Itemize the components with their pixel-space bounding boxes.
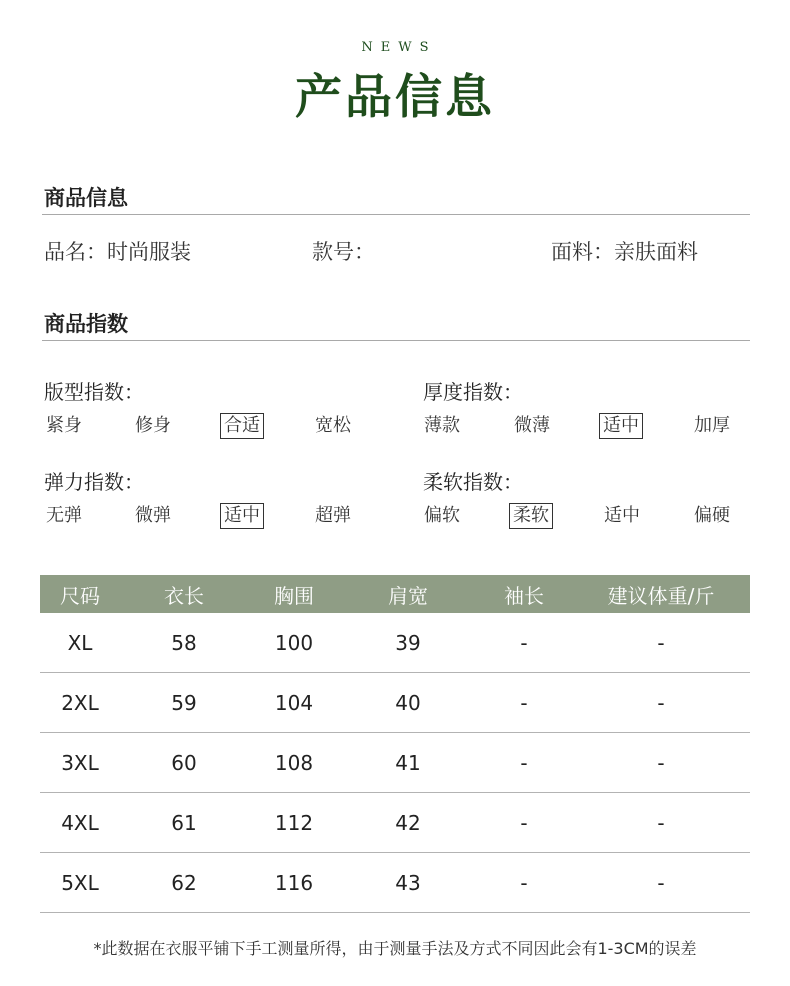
header-weight: 建议体重/斤: [607, 583, 715, 608]
header-chest: 胸围: [274, 583, 314, 608]
fit-option: 紧身: [46, 415, 82, 436]
thickness-index-label: 厚度指数：: [423, 380, 523, 404]
product-name: 品名：时尚服装: [44, 240, 191, 264]
cell-sleeve: -: [520, 690, 528, 715]
table-row: [40, 733, 750, 793]
header-size: 尺码: [60, 583, 100, 608]
thickness-option: 薄款: [424, 415, 460, 436]
fabric: 面料：亲肤面料: [551, 240, 698, 264]
header-shoulder: 肩宽: [388, 583, 428, 608]
cell-shoulder: 40: [395, 690, 421, 715]
cell-weight: -: [657, 750, 665, 775]
elasticity-index-label: 弹力指数：: [44, 470, 144, 494]
product-info-heading: 商品信息: [44, 186, 128, 210]
fit-index-label: 版型指数：: [44, 380, 144, 404]
cell-length: 59: [171, 690, 197, 715]
fit-option-selected: 合适: [220, 413, 264, 439]
table-row: [40, 613, 750, 673]
style-number: 款号：: [312, 240, 375, 264]
eyebrow-label: NEWS: [361, 40, 437, 55]
page-title: 产品信息: [295, 70, 495, 125]
elasticity-option: 无弹: [46, 505, 82, 526]
cell-weight: -: [657, 630, 665, 655]
cell-size: 4XL: [61, 810, 99, 835]
cell-chest: 112: [274, 810, 314, 835]
size-table: [40, 575, 750, 913]
table-header-row: [40, 575, 750, 613]
divider: [42, 214, 750, 215]
cell-length: 61: [171, 810, 197, 835]
cell-size: 5XL: [61, 870, 99, 895]
fit-option: 修身: [135, 415, 171, 436]
cell-size: 3XL: [61, 750, 99, 775]
thickness-option: 加厚: [694, 415, 730, 436]
divider: [42, 340, 750, 341]
elasticity-option: 超弹: [315, 505, 351, 526]
cell-chest: 116: [274, 870, 314, 895]
cell-weight: -: [657, 870, 665, 895]
elasticity-option: 微弹: [135, 505, 171, 526]
table-row: [40, 793, 750, 853]
softness-index-label: 柔软指数：: [423, 470, 523, 494]
measurement-footnote: *此数据在衣服平铺下手工测量所得，由于测量手法及方式不同因此会有1-3CM的误差: [93, 939, 697, 958]
cell-chest: 104: [274, 690, 314, 715]
softness-option: 偏软: [424, 505, 460, 526]
cell-length: 58: [171, 630, 197, 655]
header-length: 衣长: [164, 583, 204, 608]
elasticity-option-selected: 适中: [220, 503, 264, 529]
cell-shoulder: 41: [395, 750, 421, 775]
indices-heading: 商品指数: [44, 312, 128, 336]
cell-sleeve: -: [520, 750, 528, 775]
fit-option: 宽松: [315, 415, 351, 436]
thickness-option: 微薄: [514, 415, 550, 436]
cell-weight: -: [657, 690, 665, 715]
cell-shoulder: 43: [395, 870, 421, 895]
softness-option-selected: 柔软: [509, 503, 553, 529]
cell-length: 60: [171, 750, 197, 775]
cell-weight: -: [657, 810, 665, 835]
thickness-option-selected: 适中: [599, 413, 643, 439]
table-row: [40, 673, 750, 733]
softness-option: 适中: [604, 505, 640, 526]
cell-size: XL: [67, 630, 93, 655]
cell-chest: 108: [274, 750, 314, 775]
cell-size: 2XL: [61, 690, 99, 715]
cell-sleeve: -: [520, 870, 528, 895]
table-row: [40, 853, 750, 913]
cell-shoulder: 42: [395, 810, 421, 835]
cell-sleeve: -: [520, 630, 528, 655]
softness-option: 偏硬: [694, 505, 730, 526]
cell-chest: 100: [274, 630, 314, 655]
header-sleeve: 袖长: [504, 583, 544, 608]
cell-sleeve: -: [520, 810, 528, 835]
cell-shoulder: 39: [395, 630, 421, 655]
cell-length: 62: [171, 870, 197, 895]
